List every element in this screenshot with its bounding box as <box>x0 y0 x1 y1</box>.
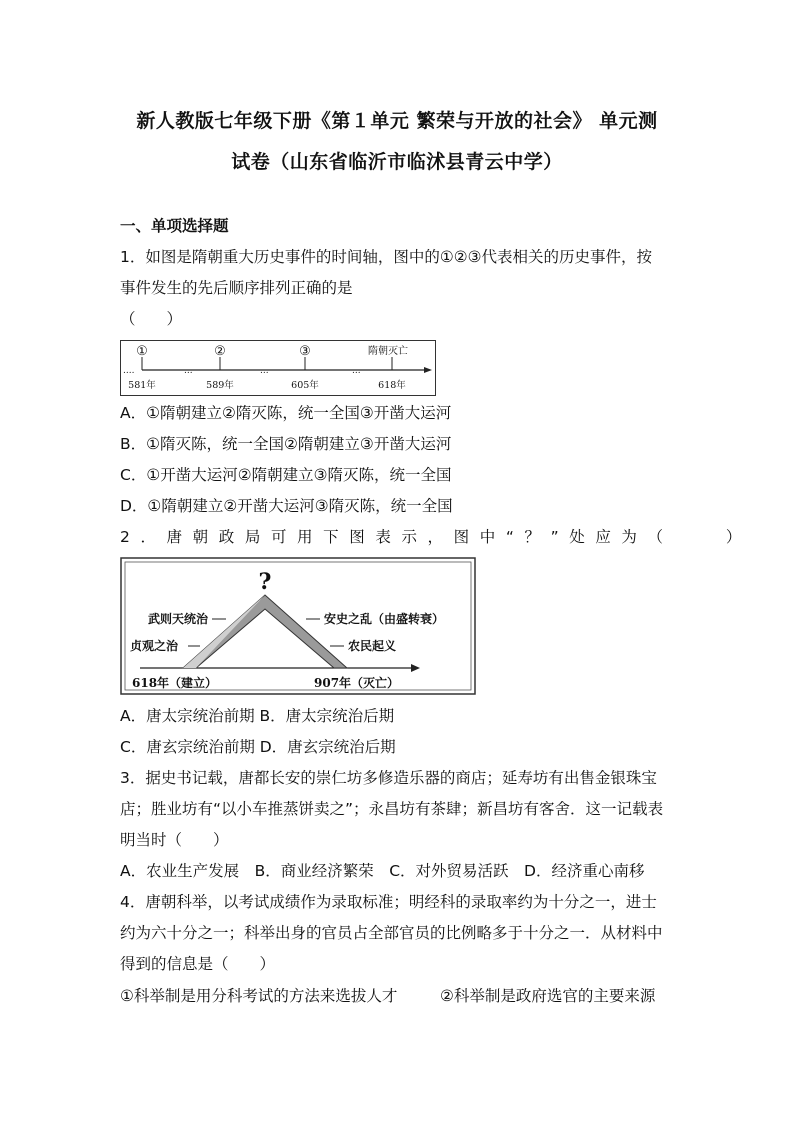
q2-stem: 2．唐朝政局可用下图表示，图中“？”处应为（ ） <box>120 528 752 546</box>
timeline-dots-2: ... <box>260 366 269 376</box>
q1-timeline-figure <box>120 340 436 396</box>
title-line-2: 试卷（山东省临沂市临沭县青云中学） <box>231 151 563 173</box>
q4-stem-line-1: 4．唐朝科举，以考试成绩作为录取标准；明经科的录取率约为十分之一，进士 <box>120 893 657 911</box>
q3-stem-line-1: 3．据史书记载，唐都长安的崇仁坊多修造乐器的商店；延寿坊有出售金银珠宝 <box>120 769 657 787</box>
label-start-year: 618年（建立） <box>132 676 218 690</box>
q1-stem-line-2: 事件发生的先后顺序排列正确的是 <box>120 279 353 297</box>
timeline-year-4: 618年 <box>378 380 406 391</box>
timeline-marker-4: 隋朝灭亡 <box>368 346 408 357</box>
timeline-dots-3: ... <box>352 366 361 376</box>
peak-question-mark: ? <box>258 569 272 595</box>
q1-option-a: A．①隋朝建立②隋灭陈，统一全国③开凿大运河 <box>120 404 452 422</box>
q4-item-1: ①科举制是用分科考试的方法来选拔人才 <box>120 987 398 1005</box>
q4-stem-line-3: 得到的信息是（ ） <box>120 955 276 973</box>
timeline-marker-3: ③ <box>299 344 311 359</box>
q3-stem-line-3: 明当时（ ） <box>120 831 229 849</box>
label-end-year: 907年（灭亡） <box>314 676 400 690</box>
q1-answer-bracket: （ ） <box>120 310 183 328</box>
q1-option-d: D．①隋朝建立②开凿大运河③隋灭陈，统一全国 <box>120 497 453 515</box>
label-zhenguan: 贞观之治 <box>130 639 179 653</box>
q1-option-b: B．①隋灭陈，统一全国②隋朝建立③开凿大运河 <box>120 435 452 453</box>
q2-options-line-2: C．唐玄宗统治前期 D．唐玄宗统治后期 <box>120 738 396 756</box>
q1-stem-line-1: 1．如图是隋朝重大历史事件的时间轴，图中的①②③代表相关的历史事件，按 <box>120 248 653 266</box>
label-peasant-uprising: 农民起义 <box>348 639 397 653</box>
timeline-dots-1: ... <box>184 366 193 376</box>
timeline-dots-0: .... <box>123 366 135 376</box>
timeline-year-2: 589年 <box>206 380 234 391</box>
timeline-year-1: 581年 <box>128 380 156 391</box>
q2-options-line-1: A．唐太宗统治前期 B．唐太宗统治后期 <box>120 707 395 725</box>
label-wu-zetian: 武则天统治 <box>148 612 209 626</box>
section-heading: 一、单项选择题 <box>120 217 229 235</box>
q2-tang-politics-figure <box>120 557 476 695</box>
q3-stem-line-2: 店；胜业坊有“以小车推蒸饼卖之”；永昌坊有茶肆；新昌坊有客舍．这一记载表 <box>120 800 664 818</box>
title-line-1: 新人教版七年级下册《第１单元 繁荣与开放的社会》 单元测 <box>136 110 658 132</box>
q3-options: A．农业生产发展 B．商业经济繁荣 C．对外贸易活跃 D．经济重心南移 <box>120 862 645 880</box>
timeline-marker-1: ① <box>136 344 148 359</box>
q4-stem-line-2: 约为六十分之一；科举出身的官员占全部官员的比例略多于十分之一．从材料中 <box>120 924 663 942</box>
q1-option-c: C．①开凿大运河②隋朝建立③隋灭陈，统一全国 <box>120 466 452 484</box>
timeline-marker-2: ② <box>214 344 226 359</box>
q4-item-2: ②科举制是政府选官的主要来源 <box>440 987 656 1005</box>
timeline-year-3: 605年 <box>291 380 319 391</box>
label-anshi-rebellion: 安史之乱（由盛转衰） <box>324 612 445 626</box>
